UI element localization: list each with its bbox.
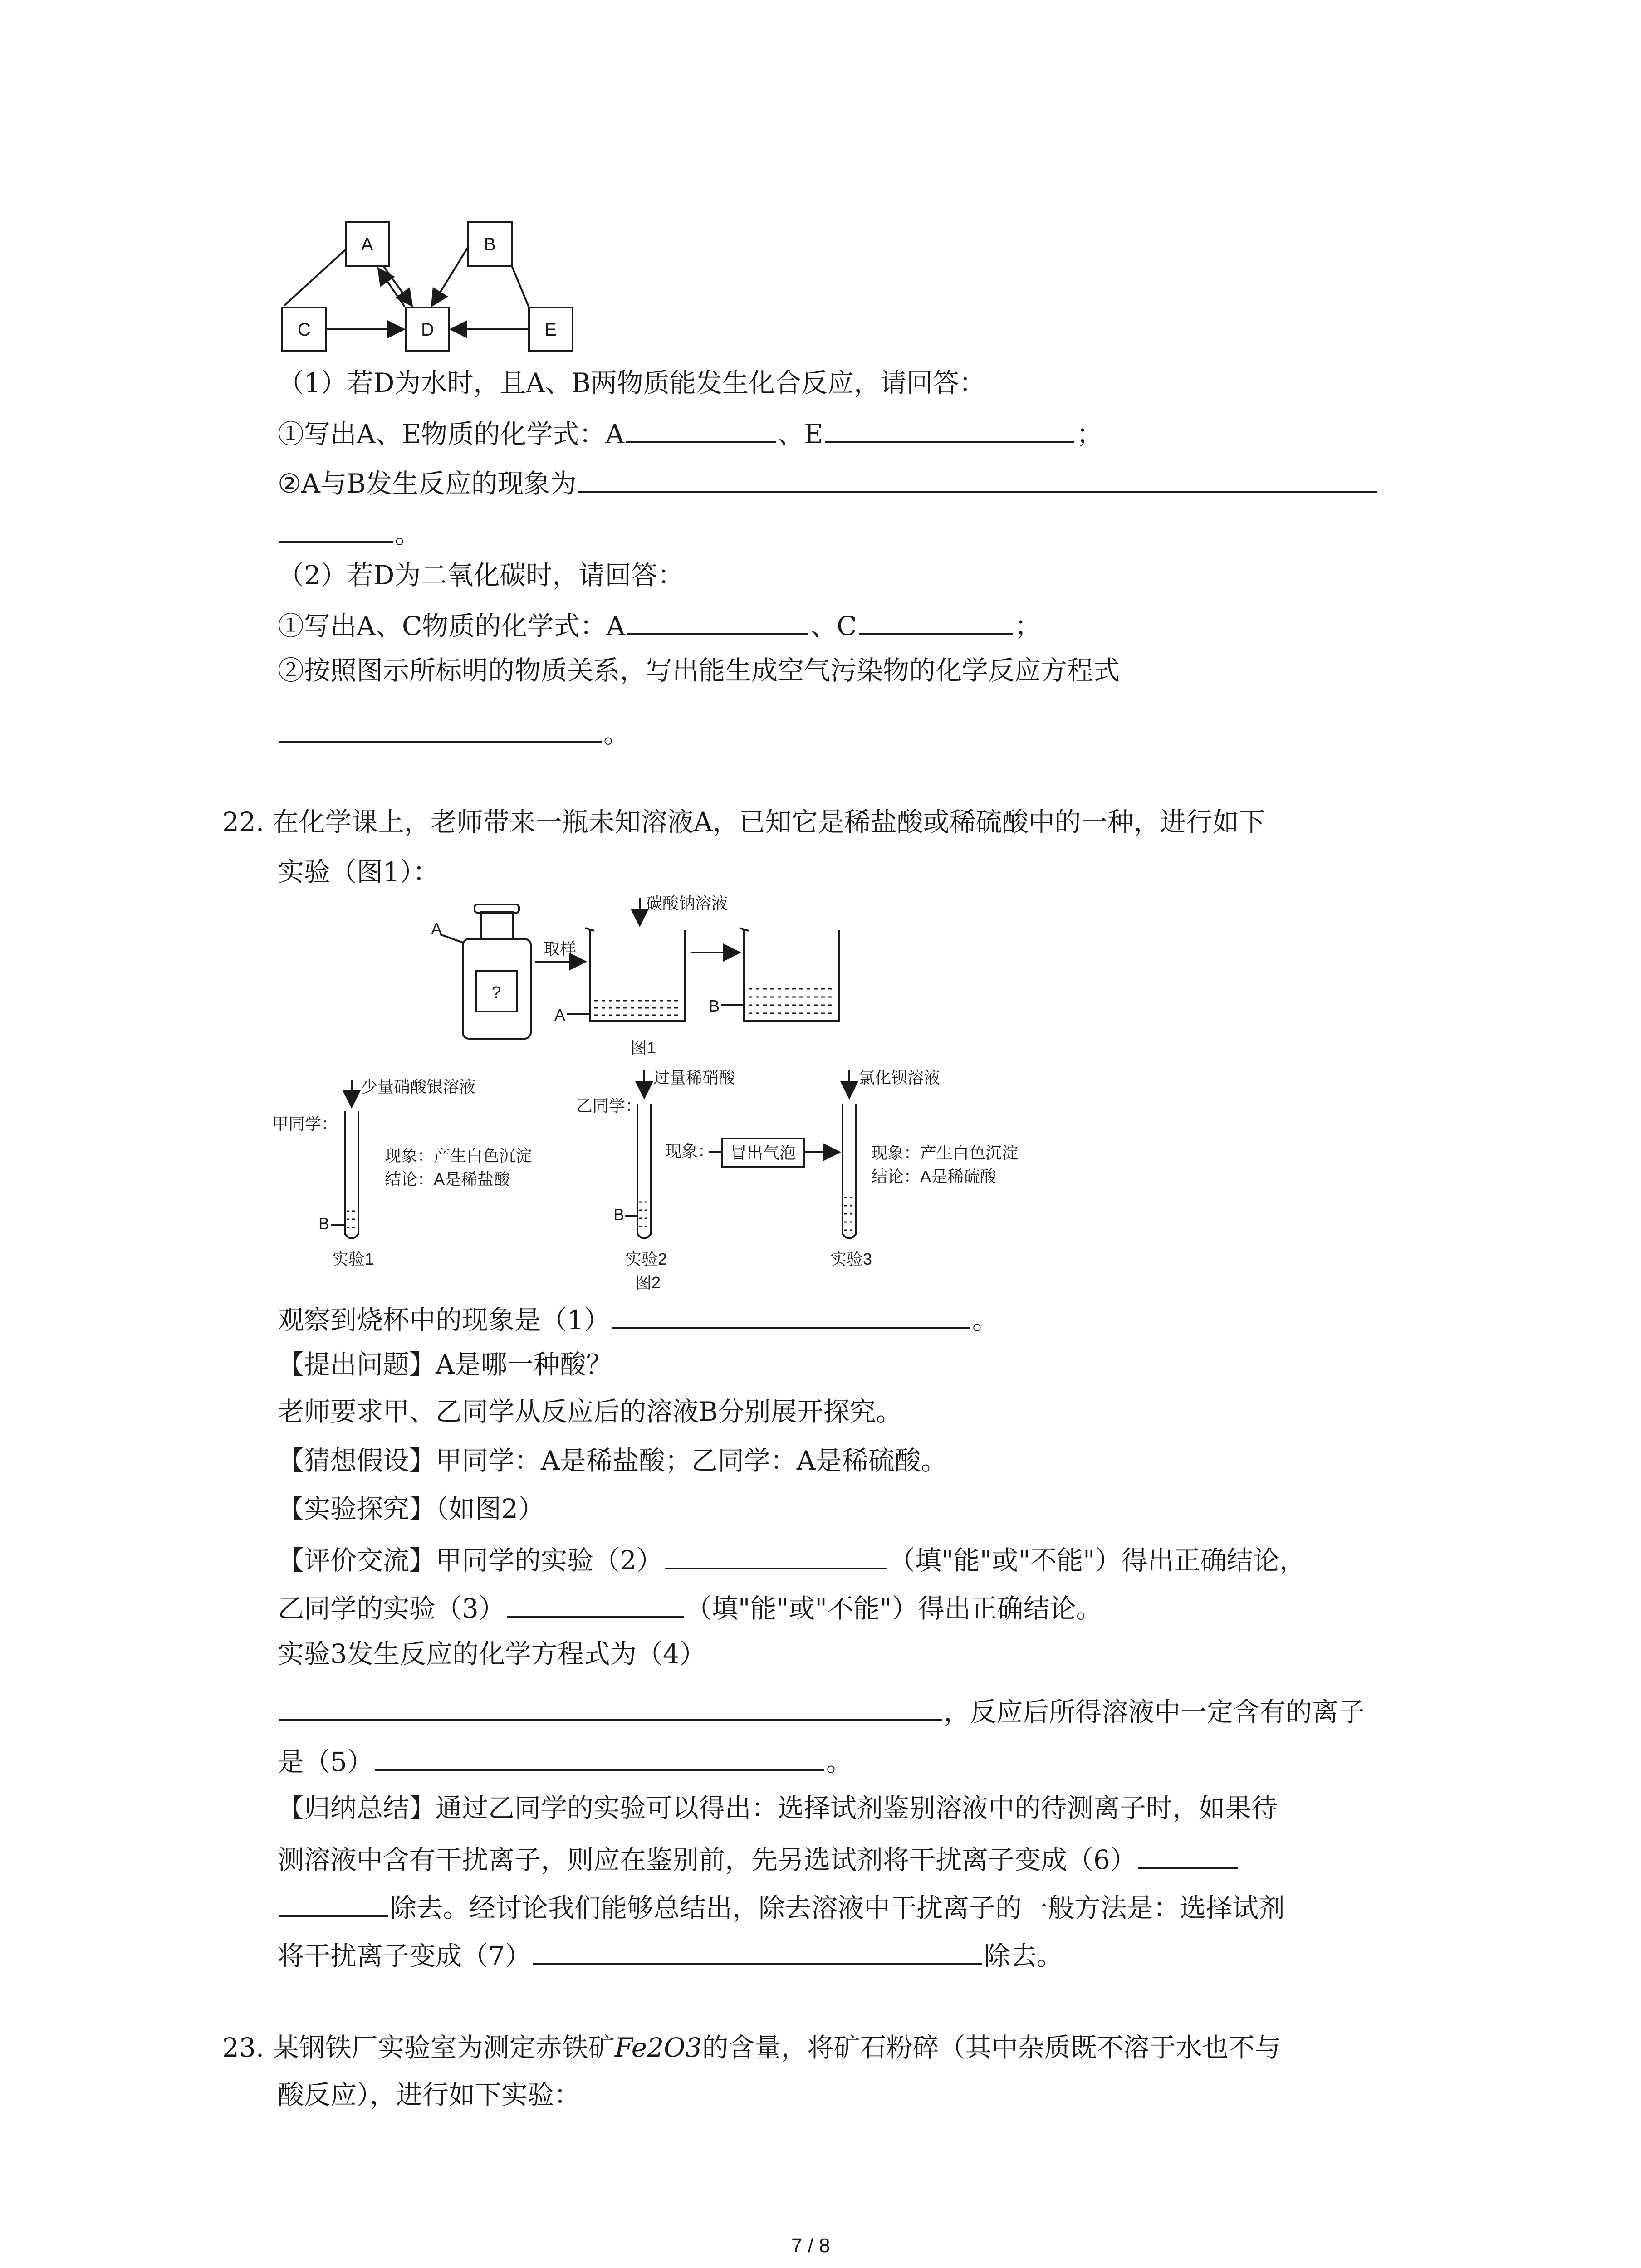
obs2-label: 现象： bbox=[665, 1142, 715, 1160]
reagent3-label: 氯化钡溶液 bbox=[858, 1068, 941, 1087]
q21-p2-b-cont bbox=[278, 714, 630, 750]
beaker2-label: B bbox=[709, 997, 720, 1015]
bottle-label: A bbox=[431, 919, 442, 938]
reagent-label: 碳酸钠溶液 bbox=[646, 894, 728, 913]
beaker1-label: A bbox=[554, 1006, 566, 1024]
q22-line2: 实验（图1）： bbox=[278, 856, 439, 887]
q22-summary2 bbox=[278, 1841, 1240, 1876]
exp1-label: 实验1 bbox=[332, 1250, 374, 1268]
answer-blank-equation-21[interactable] bbox=[279, 714, 602, 743]
box-c-label: C bbox=[298, 320, 311, 340]
figure2-caption: 图2 bbox=[635, 1273, 661, 1292]
figure1-caption: 图1 bbox=[631, 1038, 656, 1057]
answer-blank-a2[interactable] bbox=[627, 607, 808, 635]
q21-p1-a-prefix: ①写出A、E物质的化学式：A bbox=[278, 419, 625, 450]
q22-ion-prefix: 是（5） bbox=[278, 1746, 373, 1777]
q22-explore: 【实验探究】（如图2） bbox=[278, 1493, 544, 1524]
q22-ion-cont bbox=[278, 1743, 852, 1778]
q22-question: 【提出问题】A是哪一种酸？ bbox=[278, 1349, 612, 1380]
student2-label: 乙同学： bbox=[576, 1096, 642, 1115]
q22-line1: 22. 在化学课上，老师带来一瓶未知溶液A，已知它是稀盐酸或稀硫酸中的一种，进行如下 bbox=[222, 807, 1265, 837]
answer-blank-a[interactable] bbox=[626, 415, 776, 443]
q22-obs-end: 。 bbox=[972, 1305, 999, 1335]
student1-label: 甲同学： bbox=[272, 1114, 338, 1133]
q23-line1-b: 的含量，将矿石粉碎（其中杂质既不溶于水也不与 bbox=[702, 2032, 1281, 2063]
answer-blank-6-cont[interactable] bbox=[279, 1889, 388, 1917]
concl1-label: 结论：A是稀盐酸 bbox=[385, 1170, 510, 1188]
q23-formula: Fe2O3 bbox=[614, 2032, 702, 2063]
obs1-label: 现象：产生白色沉淀 bbox=[385, 1146, 532, 1165]
answer-blank-6[interactable] bbox=[1138, 1841, 1238, 1869]
q21-p2-b-end: 。 bbox=[603, 718, 630, 749]
q21-p1-a-end: ； bbox=[1076, 419, 1103, 450]
q22-teacher: 老师要求甲、乙同学从反应后的溶液B分别展开探究。 bbox=[278, 1396, 902, 1427]
q22-eval1 bbox=[278, 1541, 1306, 1577]
reagent1-label: 少量硝酸银溶液 bbox=[361, 1077, 476, 1096]
obs3-label: 现象：产生白色沉淀 bbox=[871, 1144, 1019, 1162]
box-e-label: E bbox=[544, 320, 557, 340]
q21-p1-b-prefix: ②A与B发生反应的现象为 bbox=[278, 468, 577, 499]
tube1-label: B bbox=[318, 1214, 330, 1233]
q22-summary4 bbox=[278, 1937, 1063, 1972]
q23-line1 bbox=[222, 2031, 1281, 2064]
q21-p1-a-sep: 、E bbox=[778, 419, 823, 450]
q22-summary2-text: 测溶液中含有干扰离子，则应在鉴别前，先另选试剂将干扰离子变成（6） bbox=[278, 1844, 1136, 1875]
reagent2-label: 过量稀硝酸 bbox=[653, 1068, 735, 1087]
q22-ion-end: 。 bbox=[826, 1746, 852, 1777]
q22-hypothesis: 【猜想假设】甲同学：A是稀盐酸；乙同学：A是稀硫酸。 bbox=[278, 1445, 947, 1476]
box-d-label: D bbox=[421, 320, 434, 340]
exp2-label: 实验2 bbox=[625, 1250, 667, 1268]
q22-ion-suffix: ，反应后所得溶液中一定含有的离子 bbox=[944, 1696, 1365, 1727]
q23-line2: 酸反应），进行如下实验： bbox=[278, 2079, 581, 2110]
q21-p1-b-line bbox=[278, 464, 1379, 500]
exp3-label: 实验3 bbox=[830, 1250, 872, 1268]
q21-p2-a-line bbox=[278, 607, 1041, 642]
q22-summary4-end: 除去。 bbox=[984, 1941, 1063, 1971]
q22-summary3 bbox=[278, 1889, 1285, 1924]
q23-line1-a: 23. 某钢铁厂实验室为测定赤铁矿 bbox=[222, 2032, 615, 2063]
q22-eq-line: 实验3发生反应的化学方程式为（4） bbox=[278, 1638, 706, 1669]
q22-obs-line bbox=[278, 1301, 999, 1336]
q22-summary4-text: 将干扰离子变成（7） bbox=[278, 1941, 531, 1971]
q21-p1-b-cont bbox=[278, 515, 421, 550]
q22-eval2 bbox=[278, 1589, 1102, 1625]
answer-blank-1[interactable] bbox=[612, 1301, 970, 1329]
answer-blank-7[interactable] bbox=[533, 1937, 982, 1965]
box-a-label: A bbox=[361, 235, 373, 254]
q22-eval1-prefix: 【评价交流】甲同学的实验（2） bbox=[278, 1545, 663, 1576]
page-number: 7 / 8 bbox=[791, 2234, 830, 2257]
q21-p1-a-line bbox=[278, 415, 1102, 450]
q22-ion-line bbox=[278, 1693, 1365, 1728]
answer-blank-phenomenon-cont[interactable] bbox=[279, 515, 393, 543]
figure-2 bbox=[272, 1061, 1071, 1297]
answer-blank-5[interactable] bbox=[375, 1743, 824, 1771]
q22-eval1-suffix: （填"能"或"不能"）得出正确结论， bbox=[888, 1545, 1306, 1576]
answer-blank-2[interactable] bbox=[665, 1541, 887, 1569]
q21-p1-b-end: 。 bbox=[395, 518, 421, 549]
concl3-label: 结论：A是稀硫酸 bbox=[871, 1167, 997, 1186]
answer-blank-e[interactable] bbox=[825, 415, 1074, 443]
answer-blank-3[interactable] bbox=[507, 1589, 684, 1618]
q21-p2-a-end: ； bbox=[1014, 611, 1041, 641]
bottle-mark: ? bbox=[492, 983, 501, 1002]
q22-eval2-prefix: 乙同学的实验（3） bbox=[278, 1593, 505, 1624]
answer-blank-phenomenon[interactable] bbox=[578, 464, 1377, 493]
answer-blank-c[interactable] bbox=[859, 607, 1013, 635]
obs2-box-label: 冒出气泡 bbox=[730, 1144, 796, 1162]
q22-summary3-text: 除去。经讨论我们能够总结出，除去溶液中干扰离子的一般方法是：选择试剂 bbox=[390, 1892, 1285, 1923]
q21-p2-intro: （2）若D为二氧化碳时，请回答： bbox=[278, 560, 684, 591]
q21-p1-intro: （1）若D为水时，且A、B两物质能发生化合反应，请回答： bbox=[278, 367, 985, 398]
q21-p2-a-prefix: ①写出A、C物质的化学式：A bbox=[278, 611, 626, 641]
q22-eval2-suffix: （填"能"或"不能"）得出正确结论。 bbox=[685, 1593, 1102, 1624]
box-b-label: B bbox=[484, 235, 496, 254]
q22-summary1: 【归纳总结】通过乙同学的实验可以得出：选择试剂鉴别溶液中的待测离子时，如果待 bbox=[278, 1793, 1278, 1823]
relation-diagram bbox=[272, 218, 590, 367]
answer-blank-4[interactable] bbox=[279, 1693, 942, 1721]
q21-p2-b-line: ②按照图示所标明的物质关系，写出能生成空气污染物的化学反应方程式 bbox=[278, 655, 1120, 686]
tube2-label: B bbox=[613, 1205, 625, 1224]
sample-arrow-label: 取样 bbox=[544, 939, 577, 958]
q22-obs-prefix: 观察到烧杯中的现象是（1） bbox=[278, 1305, 610, 1335]
q21-p2-a-sep: 、C bbox=[810, 611, 857, 641]
